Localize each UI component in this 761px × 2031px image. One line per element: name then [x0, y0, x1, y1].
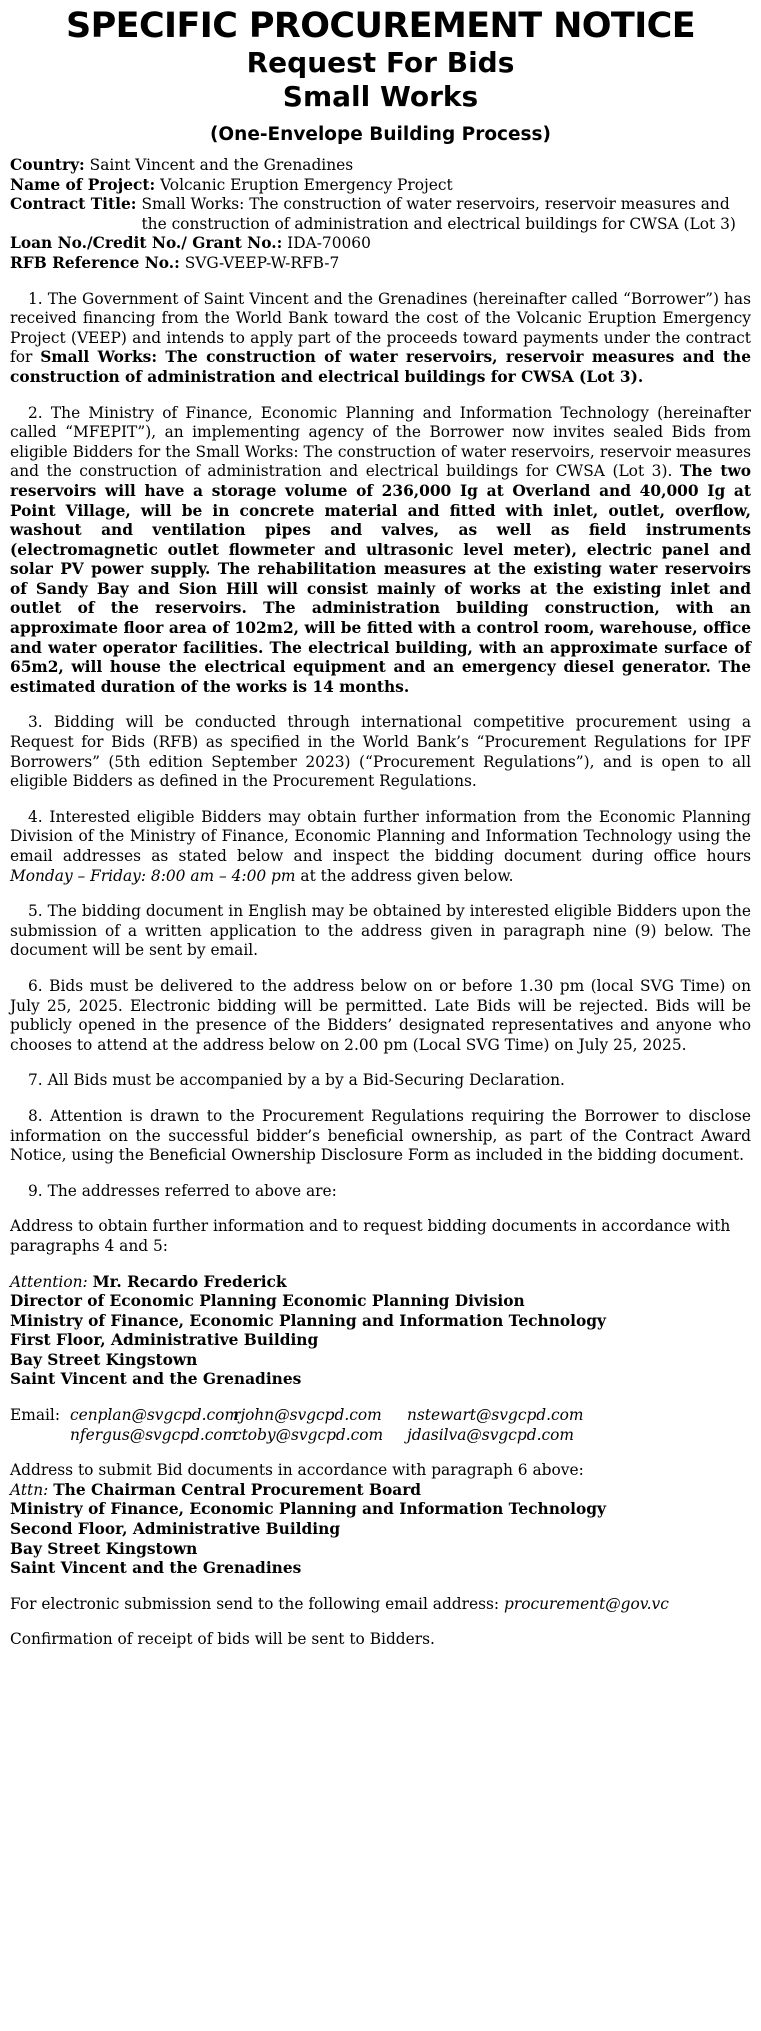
procurement-email-link[interactable]: procurement@gov.vc	[504, 1594, 669, 1613]
attn-name: The Chairman Central Procurement Board	[53, 1480, 422, 1499]
paragraph-1	[10, 290, 751, 388]
paragraph-4-text: 4. Interested eligible Bidders may obtain further information from the Economic Planning Division of the Ministry of Finance, Economic Planning and Information Technology using the email addresses as stated below and inspect the bidding document during office hours	[10, 807, 751, 865]
address-2-line-3: Bay Street Kingstown	[10, 1539, 198, 1558]
subtitle-small-works: Small Works	[282, 80, 479, 113]
rfb-value: SVG-VEEP-W-RFB-7	[184, 253, 340, 272]
subtitle-request-for-bids: Request For Bids	[246, 46, 515, 79]
email-link[interactable]: nstewart@svgcpd.com	[407, 1406, 584, 1425]
address-block-2	[10, 1461, 751, 1579]
email-list	[70, 1406, 607, 1445]
paragraph-7: 7. All Bids must be accompanied by a by a Bid-Securing Declaration.	[28, 1071, 565, 1090]
paragraph-6: 6. Bids must be delivered to the address below on or before 1.30 pm (local SVG Time) on July 25, 2025. Electronic bidding will be permitted. Late Bids will be rejected. Bids will be publicly opened in the presence of the Bidders’ designated representatives and anyone who chooses to attend at the address below on 2.00 pm (Local SVG Time) on July 25, 2025.	[10, 976, 751, 1054]
paragraph-2-text: 2. The Ministry of Finance, Economic Planning and Information Technology (hereinafter called “MFEPIT”), an implementing agency of the Borrower now invites sealed Bids from eligible Bidders for the Small Works: The construction of water reservoirs, reservoir measures and the construction of administration and electrical buildings for CWSA (Lot 3).	[10, 403, 751, 481]
country-line	[10, 156, 751, 176]
office-hours: Monday – Friday: 8:00 am – 4:00 pm	[10, 866, 296, 885]
paragraph-1-bold: Small Works: The construction of water reservoirs, reservoir measures and the construction of administration and electrical buildings for CWSA (Lot 3).	[10, 348, 751, 386]
notice-metadata	[10, 156, 751, 274]
confirmation-text: Confirmation of receipt of bids will be sent to Bidders.	[10, 1630, 435, 1649]
address-1-intro: Address to obtain further information and to request bidding documents in accordance with paragraphs 4 and 5:	[10, 1217, 731, 1255]
address-2-line-4: Saint Vincent and the Grenadines	[10, 1559, 302, 1578]
project-label: Name of Project:	[10, 175, 156, 194]
address-block-information	[10, 1217, 751, 1256]
email-label: Email:	[10, 1406, 61, 1425]
email-link[interactable]: rjohn@svgcpd.com	[233, 1406, 382, 1425]
project-value: Volcanic Eruption Emergency Project	[160, 175, 453, 194]
address-1-line-2: Ministry of Finance, Economic Planning and Information Technology	[10, 1311, 606, 1330]
paragraph-9: 9. The addresses referred to above are:	[28, 1181, 337, 1200]
address-1-line-4: Bay Street Kingstown	[10, 1350, 198, 1369]
address-1-line-1: Director of Economic Planning Economic Planning Division	[10, 1292, 525, 1311]
project-line	[10, 176, 751, 196]
rfb-line	[10, 254, 751, 274]
rfb-label: RFB Reference No.:	[10, 253, 180, 272]
email-addresses	[10, 1406, 751, 1445]
contract-line	[10, 195, 751, 234]
loan-label: Loan No./Credit No./ Grant No.:	[10, 234, 283, 253]
paragraph-5: 5. The bidding document in English may be obtained by interested eligible Bidders upon the submission of a written application to the address given in paragraph nine (9) below. The document will be sent by email.	[10, 902, 751, 960]
address-1-line-3: First Floor, Administrative Building	[10, 1331, 319, 1350]
address-2-intro: Address to submit Bid documents in accordance with paragraph 6 above:	[10, 1461, 584, 1480]
attention-label: Attention:	[10, 1272, 88, 1291]
attention-name: Mr. Recardo Frederick	[92, 1272, 287, 1291]
country-value: Saint Vincent and the Grenadines	[89, 156, 354, 174]
email-link[interactable]: nfergus@svgcpd.com	[70, 1425, 238, 1444]
paragraph-1-text: 1. The Government of Saint Vincent and the Grenadines (hereinafter called “Borrower”) has received financing from the World Bank toward the cost of the Volcanic Eruption Emergency Project (VEEP) and intends to apply part of the proceeds toward payments under the contract for	[10, 289, 751, 367]
address-block-1	[10, 1273, 751, 1391]
address-1-line-5: Saint Vincent and the Grenadines	[10, 1370, 302, 1389]
address-2-line-1: Ministry of Finance, Economic Planning and Information Technology	[10, 1500, 606, 1519]
contract-label: Contract Title:	[10, 195, 137, 214]
electronic-submission	[10, 1595, 751, 1615]
address-2-line-2: Second Floor, Administrative Building	[10, 1520, 341, 1539]
paragraph-4	[10, 808, 751, 886]
email-link[interactable]: ctoby@svgcpd.com	[233, 1425, 384, 1444]
confirmation-note	[10, 1630, 751, 1650]
paragraph-8: 8. Attention is drawn to the Procurement Regulations requiring the Borrower to disclose information on the successful bidder’s beneficial ownership, as part of the Contract Award Notice, using the Beneficial Ownership Disclosure Form as included in the bidding document.	[10, 1106, 751, 1165]
address-1-attention	[10, 1273, 751, 1293]
electronic-submission-line	[10, 1595, 751, 1615]
paragraph-4-tail: at the address given below.	[295, 866, 514, 885]
process-type: (One-Envelope Building Process)	[209, 124, 552, 145]
contract-value: Small Works: The construction of water reservoirs, reservoir measures and the construction of administration and electrical buildings for CWSA (Lot 3)	[141, 195, 736, 233]
email-link[interactable]: cenplan@svgcpd.com	[70, 1406, 240, 1425]
country-label: Country:	[10, 156, 85, 174]
paragraph-2-bold: The two reservoirs will have a storage volume of 236,000 Ig at Overland and 40,000 Ig at Point Village, will be in concrete material and fitted with inlet, outlet, overflow, washout and ventilation pipes and valves, as well as field instruments (electromagnetic outlet flowmeter and ultrasonic level meter), electric panel and solar PV power supply. The rehabilitation measures at the existing water reservoirs of Sandy Bay and Sion Hill will consist mainly of works at the existing inlet and outlet of the reservoirs. The administration building construction, with an approximate floor area of 102m2, will be fitted with a control room, warehouse, office and water operator facilities. The electrical building, with an approximate surface of 65m2, will house the electrical equipment and an emergency diesel generator. The estimated duration of the works is 14 months.	[10, 462, 751, 696]
loan-value: IDA-70060	[287, 234, 371, 253]
page-title: SPECIFIC PROCUREMENT NOTICE	[65, 6, 696, 46]
paragraph-2	[10, 404, 751, 698]
email-link[interactable]: jdasilva@svgcpd.com	[407, 1425, 574, 1444]
loan-line	[10, 234, 751, 254]
electronic-submission-text: For electronic submission send to the following email address:	[10, 1594, 504, 1613]
attn-label: Attn:	[10, 1480, 49, 1499]
paragraph-3: 3. Bidding will be conducted through international competitive procurement using a Request for Bids (RFB) as specified in the World Bank’s “Procurement Regulations for IPF Borrowers” (5th edition September 2023) (“Procurement Regulations”), and is open to all eligible Bidders as defined in the Procurement Regulations.	[10, 713, 751, 791]
address-2-attention	[10, 1481, 751, 1501]
